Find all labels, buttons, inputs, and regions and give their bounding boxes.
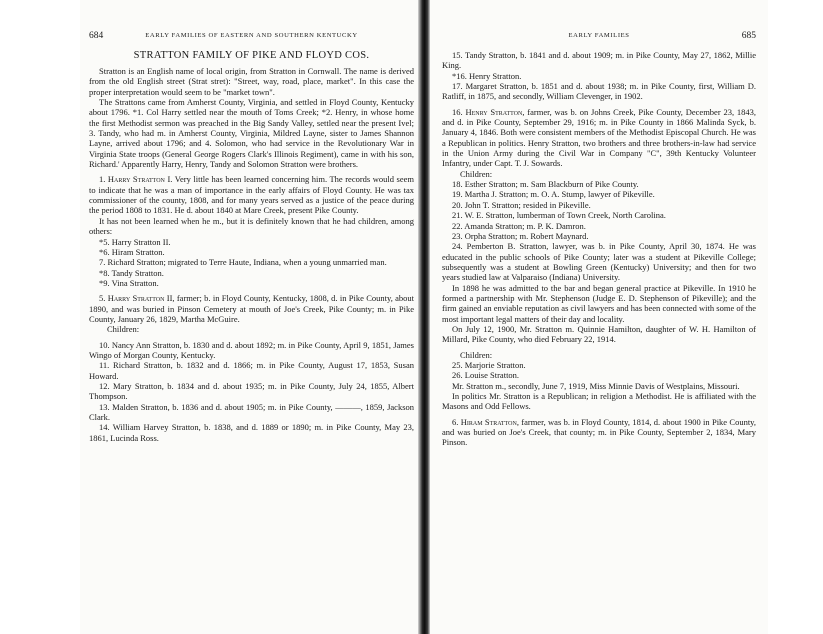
entry-text: , farmer, was b. in Floyd County, 1814, d. about 1900 in Pike County, and was buried on Joe's Creek, that county; m. in Pike County, September 2, 1834, Mary Pinson. <box>442 416 757 448</box>
list-item: 22. Amanda Stratton; m. P. K. Damron. <box>452 220 586 231</box>
scan-margin-left <box>0 0 80 634</box>
list-item: 18. Esther Stratton; m. Sam Blackburn of Pike County. <box>452 179 639 190</box>
left-page <box>80 0 418 634</box>
list-item: *5. Harry Stratton II. <box>99 236 171 247</box>
list-item: *16. Henry Stratton. <box>452 70 522 81</box>
list-item: 23. Orpha Stratton; m. Robert Maynard. <box>452 230 589 241</box>
entry-name: Harry Stratton <box>107 174 165 185</box>
list-item: 21. W. E. Stratton, lumberman of Town Creek, North Carolina. <box>452 210 666 221</box>
left-page-number: 684 <box>89 31 104 41</box>
pemberton-marriage-paragraph: On July 12, 1900, Mr. Stratton m. Quinnie Hamilton, daughter of W. H. Hamilton of Millard, Pike County, who died February 22, 1914. <box>442 323 756 345</box>
entry-number: 1. <box>99 174 106 185</box>
entry-number: 5. <box>99 293 106 304</box>
list-item: 19. Martha J. Stratton; m. O. A. Stump, lawyer of Pikeville. <box>452 189 655 200</box>
entry-name: Harry Stratton <box>107 293 165 304</box>
entry-text: , farmer, was b. on Johns Creek, Pike County, December 23, 1843, and d. in Pike County, September 29, 1916; m. in Pike County in 1866 Malinda Syck, b. January 4, 1846. Both were consistent members of the Methodist Episcopal Church. He was a Republican in politics. Henry Stratton, two brothers and three brothers-in-law had service in the Union Army during the Civil War in Company "C", 39th Kentucky Volunteer Infantry, under Capt. T. J. Sowards. <box>442 106 757 169</box>
list-item: 24. Pemberton B. Stratton, lawyer, was b. in Pike County, April 30, 1874. He was educated in the public schools of Pike County; later was a student at Pikeville College; subsequently was a student at Bowling Green (Kentucky) University; and then for two years studied law at Valparaiso (Indiana) University. <box>442 241 756 283</box>
harry-children-intro: It has not been learned when he m., but it is definitely known that he had children, among others: <box>89 215 414 237</box>
harry-stratton-entry <box>89 174 414 215</box>
pemberton-politics: In politics Mr. Stratton is a Republican; in religion a Methodist. He is affiliated with the Masons and Odd Fellows. <box>442 391 756 412</box>
list-item: 15. Tandy Stratton, b. 1841 and d. about 1909; m. in Pike County, May 27, 1862, Millie King. <box>442 50 756 71</box>
list-item: *9. Vina Stratton. <box>99 277 159 288</box>
left-page-header <box>89 30 414 42</box>
list-item: 11. Richard Stratton, b. 1832 and d. 1866; m. in Pike County, August 17, 1853, Susan Howard. <box>89 360 414 381</box>
list-item: 7. Richard Stratton; migrated to Terre Haute, Indiana, when a young unmarried man. <box>99 257 387 268</box>
settlement-paragraph: The Strattons came from Amherst County, Virginia, and settled in Floyd County, Kentucky about 1796. *1. Col Harry settled near the mouth of Toms Creek; *2. Henry, in whose home the first Methodist sermon was preached in the Big Sandy Valley, settled near the present Ivel; 3. Tandy, who had m. in Amherst County, Virginia, Mildred Layne, sister to James Shannon Layne, arrived about 1796; and 4. Solomon, who had service in the Revolutionary War in Virginia State troops (General George Rogers Clark's Illinois Regiment), came in with his son, Richard.' Apparently Harry, Henry, Tandy and Solomon Stratton were brothers. <box>89 97 414 170</box>
right-running-head: EARLY FAMILIES <box>568 32 630 39</box>
children-label: Children: <box>460 349 493 360</box>
list-item: *6. Hiram Stratton. <box>99 246 165 257</box>
book-gutter <box>418 0 430 634</box>
harry-stratton-ii-entry <box>89 293 414 324</box>
pemberton-second-marriage: Mr. Stratton m., secondly, June 7, 1919, Miss Minnie Davis of Westplains, Missouri. <box>452 380 740 391</box>
children-label: Children: <box>460 168 493 179</box>
chapter-title: STRATTON FAMILY OF PIKE AND FLOYD COS. <box>133 50 370 61</box>
right-page <box>430 0 768 634</box>
list-item: 20. John T. Stratton; resided in Pikeville. <box>452 199 591 210</box>
list-item: 10. Nancy Ann Stratton, b. 1830 and d. about 1892; m. in Pike County, April 9, 1851, James Wingo of Morgan County, Kentucky. <box>89 339 414 360</box>
entry-text: I. Very little has been learned concerning him. The records would seem to indicate that he was a man of importance in the early affairs of Floyd County. He was tax commissioner of the county, 1808, and for many years served as a justice of the peace during the period 1808 to 1831. He d. about 1840 at Mare Creek, present Pike County. <box>89 174 415 216</box>
scan-margin-right <box>768 0 823 634</box>
list-item: *8. Tandy Stratton. <box>99 267 164 278</box>
left-running-head: EARLY FAMILIES OF EASTERN AND SOUTHERN KENTUCKY <box>145 32 358 39</box>
pemberton-bar-paragraph: In 1898 he was admitted to the bar and began general practice at Pikeville. In 1910 he formed a partnership with Mr. Stephenson (Judge E. D. Stephenson of Pikeville); and the firm gained an enviable reputation as civil lawyers and has been connected with some of the most important legal matters of their day and locality. <box>442 282 756 324</box>
list-item: 13. Malden Stratton, b. 1836 and d. about 1905; m. in Pike County, ———, 1859, Jackson Clark. <box>89 401 414 422</box>
entry-number: 6. <box>452 416 459 427</box>
entry-number: 16. <box>452 106 463 117</box>
list-item: 25. Marjorie Stratton. <box>452 359 526 370</box>
henry-stratton-entry <box>442 107 756 169</box>
right-page-number: 685 <box>741 31 756 41</box>
entry-name: Hiram Stratton <box>460 416 517 427</box>
entry-name: Henry Stratton <box>465 106 523 117</box>
entry-text: II, farmer; b. in Floyd County, Kentucky, 1808, d. in Pike County, about 1890, and was buried in Pinson Cemetery at mouth of Joe's Creek, Pike County; m. in Pike County, January 26, 1829, Martha McGuire. <box>89 293 415 324</box>
children-label: Children: <box>107 324 140 335</box>
hiram-stratton-entry <box>442 417 756 448</box>
list-item: 14. William Harvey Stratton, b. 1838, and d. 1889 or 1890; m. in Pike County, May 23, 1861, Lucinda Ross. <box>89 422 414 443</box>
list-item: 12. Mary Stratton, b. 1834 and d. about 1935; m. in Pike County, July 24, 1855, Albert Thompson. <box>89 380 414 402</box>
list-item: 17. Margaret Stratton, b. 1851 and d. about 1938; m. in Pike County, first, William D. Ratliff, in 1875, and secondly, William Clevenger, in 1902. <box>442 81 756 102</box>
right-page-header <box>442 30 756 42</box>
list-item: 26. Louise Stratton. <box>452 370 520 381</box>
intro-paragraph: Stratton is an English name of local origin, from Stratton in Cornwall. The name is derived from the old English street (Strat stret): "Street, way, road, place, market". In this case the proper interpretation would seem to be "market town". <box>89 66 414 97</box>
